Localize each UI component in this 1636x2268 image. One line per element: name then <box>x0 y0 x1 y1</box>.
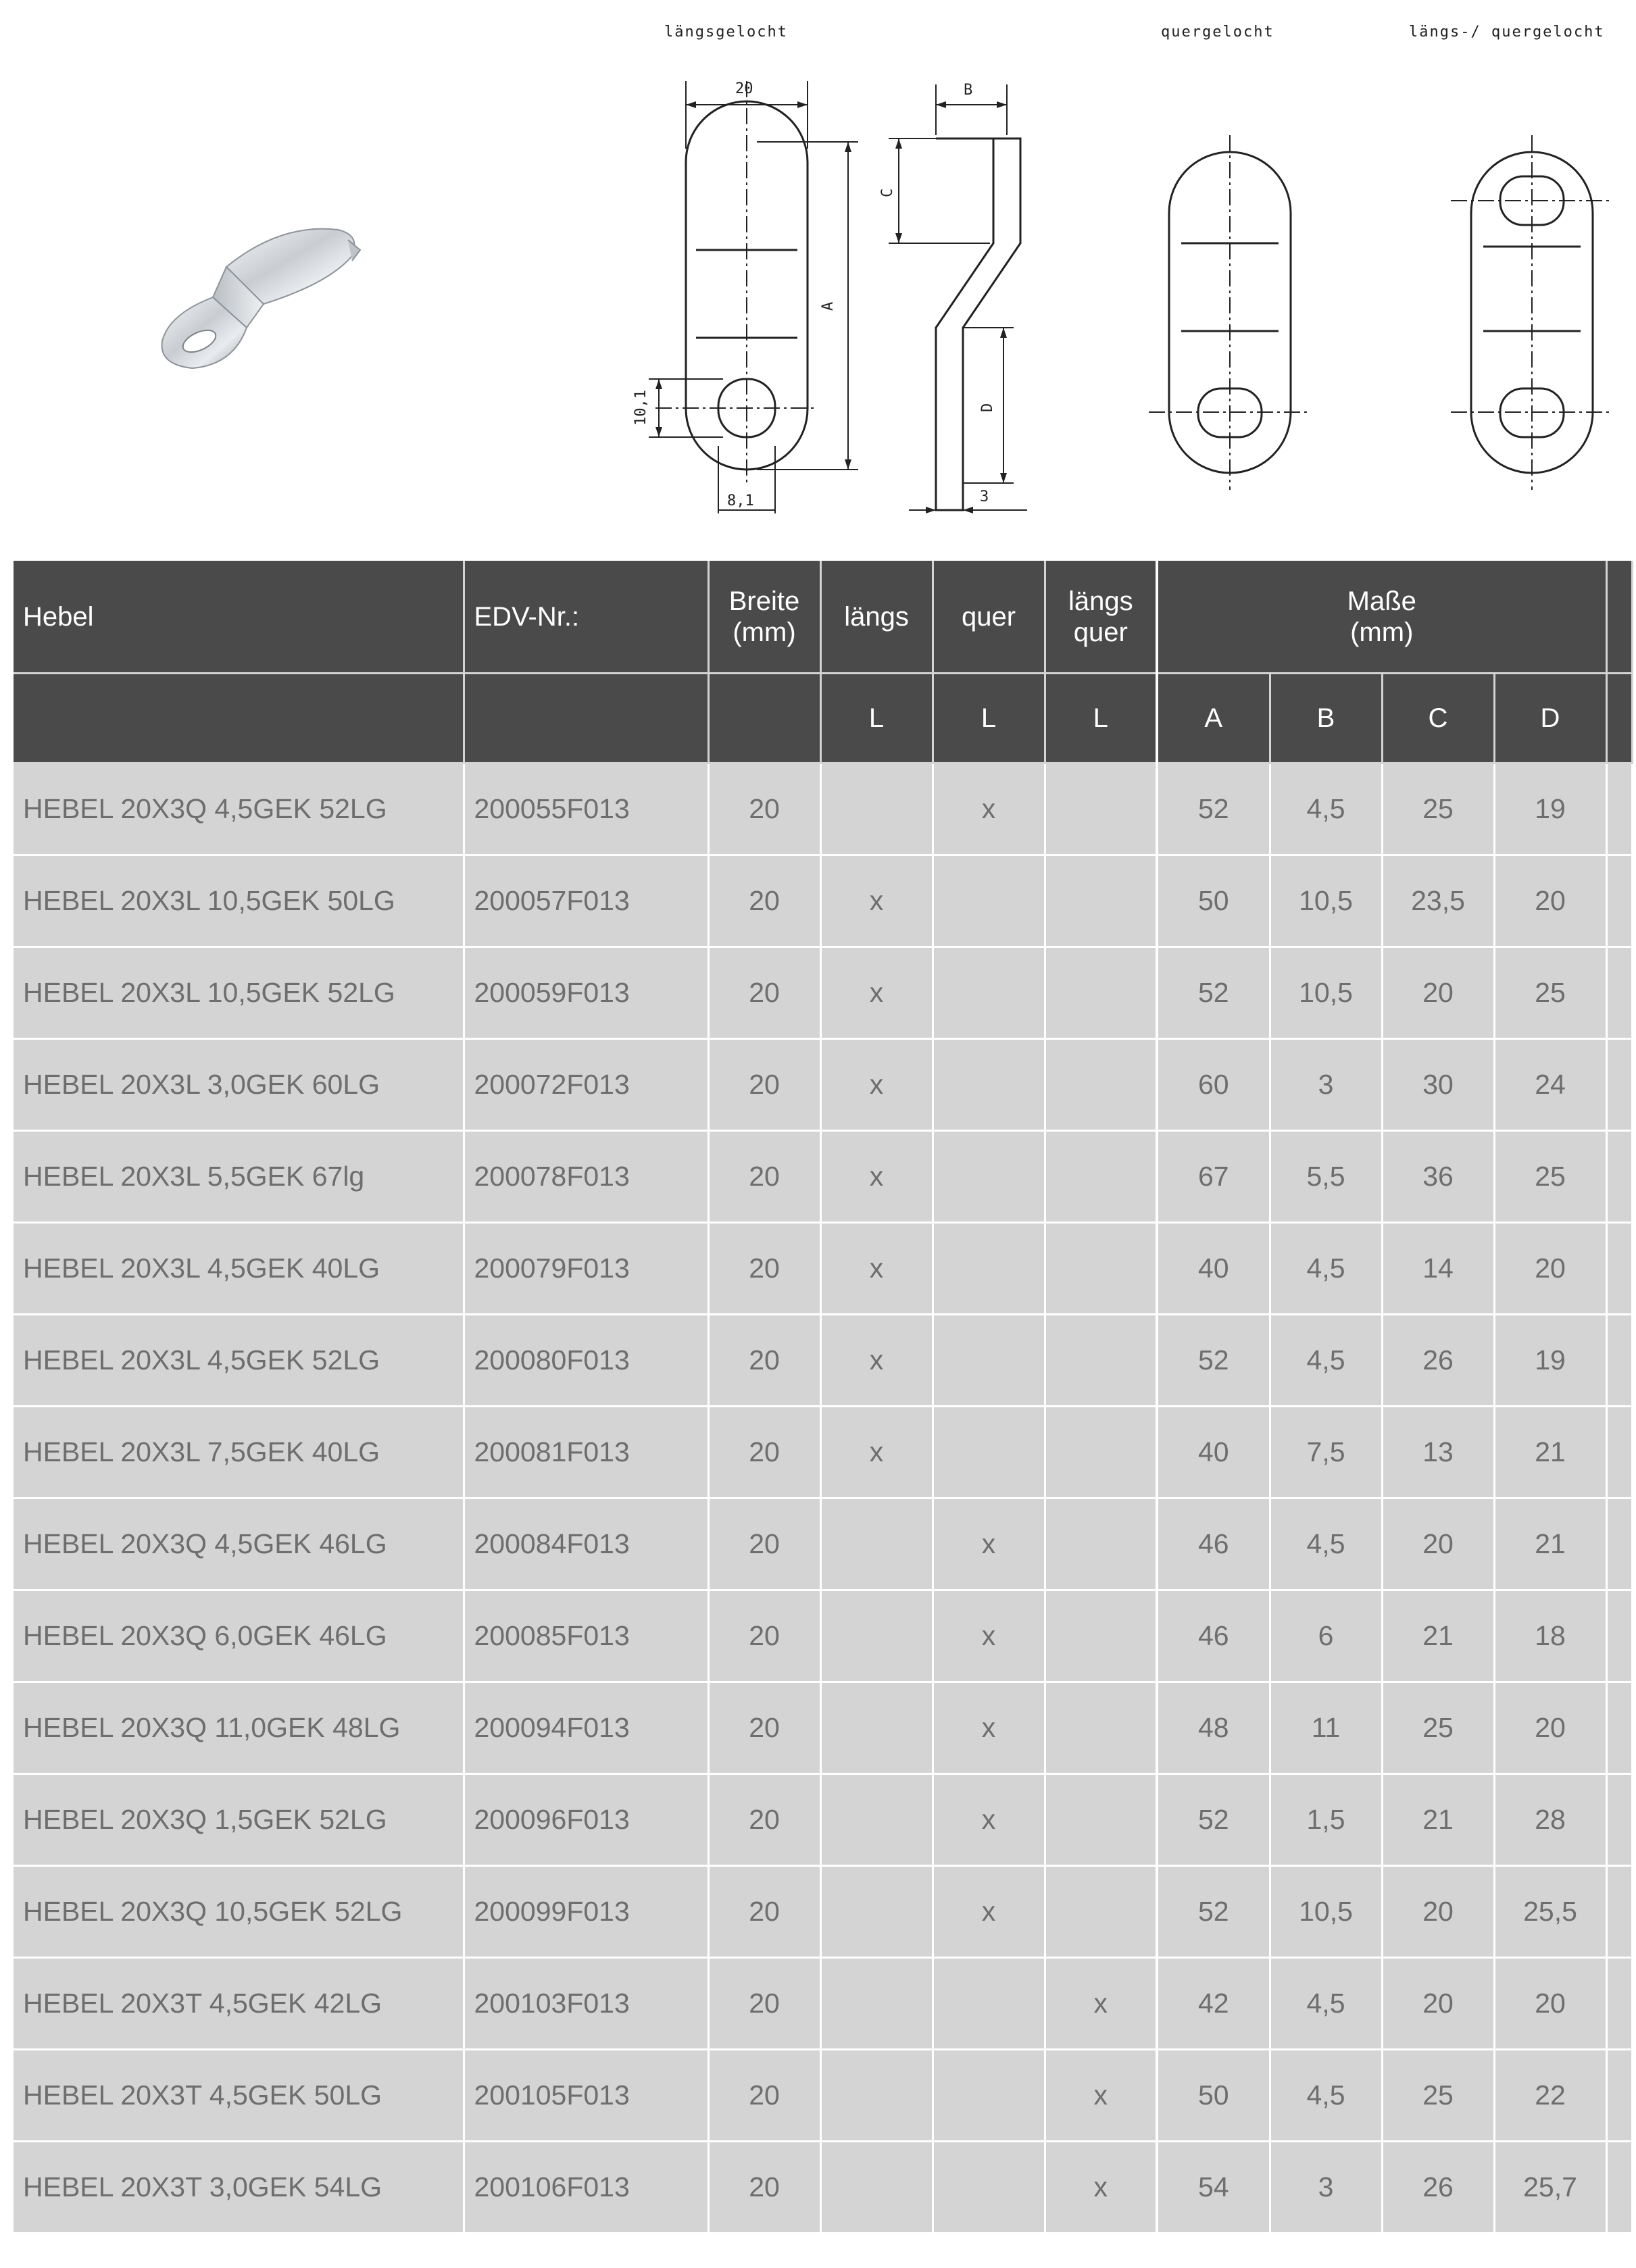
cell-edv-nr: 200055F013 <box>464 763 708 855</box>
cell-extra <box>1606 947 1632 1039</box>
cell-breite: 20 <box>708 1315 820 1407</box>
cell-breite: 20 <box>708 1407 820 1498</box>
col-header-laengs-quer <box>1045 561 1157 674</box>
cell-quer <box>933 1315 1045 1407</box>
cell-quer: x <box>933 1774 1045 1866</box>
cell-a: 46 <box>1157 1498 1270 1590</box>
table-row <box>14 855 1632 947</box>
cell-extra <box>1606 2050 1632 2142</box>
cell-d: 28 <box>1494 1774 1606 1866</box>
cell-edv-nr: 200099F013 <box>464 1866 708 1958</box>
cell-laengs-quer <box>1045 1131 1157 1223</box>
cell-c: 13 <box>1382 1407 1494 1498</box>
cell-a: 40 <box>1157 1407 1270 1498</box>
cell-c: 20 <box>1382 1498 1494 1590</box>
cell-quer <box>933 947 1045 1039</box>
dim-a-label: A <box>820 301 837 311</box>
cell-hebel: HEBEL 20X3Q 11,0GEK 48LG <box>14 1682 464 1774</box>
cell-laengs-quer <box>1045 1407 1157 1498</box>
table-row <box>14 947 1632 1039</box>
col-header-masse-line2: (mm) <box>1350 617 1414 647</box>
col-header-edv: EDV-Nr.: <box>464 561 708 674</box>
cell-breite: 20 <box>708 1866 820 1958</box>
cell-extra <box>1606 1315 1632 1407</box>
cell-edv-nr: 200081F013 <box>464 1407 708 1498</box>
table-row <box>14 1131 1632 1223</box>
cell-quer <box>933 1407 1045 1498</box>
col-header-breite-line1: Breite <box>728 586 800 616</box>
cell-b: 3 <box>1270 1039 1382 1131</box>
subheader-b: B <box>1270 674 1382 763</box>
cell-hebel: HEBEL 20X3L 3,0GEK 60LG <box>14 1039 464 1131</box>
cell-laengs-quer <box>1045 1498 1157 1590</box>
cell-laengs-quer <box>1045 1315 1157 1407</box>
subheader-c: C <box>1382 674 1494 763</box>
subheader-breite <box>708 674 820 763</box>
cell-breite: 20 <box>708 763 820 855</box>
product-header <box>0 0 1636 551</box>
table-header-row <box>14 561 1632 674</box>
subheader-quer: L <box>933 674 1045 763</box>
cell-breite: 20 <box>708 1774 820 1866</box>
cell-laengs-quer <box>1045 947 1157 1039</box>
cell-laengs-quer <box>1045 855 1157 947</box>
cell-hebel: HEBEL 20X3Q 4,5GEK 46LG <box>14 1498 464 1590</box>
cell-c: 25 <box>1382 1682 1494 1774</box>
cell-laengs <box>820 1498 933 1590</box>
cell-laengs <box>820 2142 933 2234</box>
cell-c: 20 <box>1382 1958 1494 2050</box>
subheader-edv <box>464 674 708 763</box>
cell-b: 4,5 <box>1270 763 1382 855</box>
table-row <box>14 1590 1632 1682</box>
subheader-hebel <box>14 674 464 763</box>
cell-c: 26 <box>1382 2142 1494 2234</box>
col-header-laengs-quer-line1: längs <box>1068 586 1133 616</box>
cell-laengs: x <box>820 1407 933 1498</box>
cell-quer <box>933 1958 1045 2050</box>
cell-d: 20 <box>1494 1682 1606 1774</box>
cell-quer <box>933 1223 1045 1315</box>
cell-d: 25,5 <box>1494 1866 1606 1958</box>
cell-hebel: HEBEL 20X3L 10,5GEK 52LG <box>14 947 464 1039</box>
cell-laengs <box>820 1590 933 1682</box>
col-header-extra <box>1606 561 1632 674</box>
cell-d: 20 <box>1494 1223 1606 1315</box>
cell-extra <box>1606 1590 1632 1682</box>
cell-laengs-quer: x <box>1045 2050 1157 2142</box>
cell-laengs <box>820 1866 933 1958</box>
cell-d: 24 <box>1494 1039 1606 1131</box>
cell-quer: x <box>933 1590 1045 1682</box>
cell-a: 52 <box>1157 947 1270 1039</box>
cell-edv-nr: 200057F013 <box>464 855 708 947</box>
cell-d: 21 <box>1494 1407 1606 1498</box>
cell-extra <box>1606 2142 1632 2234</box>
cell-a: 52 <box>1157 1315 1270 1407</box>
cell-a: 52 <box>1157 1774 1270 1866</box>
dim-hole-width-label: 8,1 <box>727 493 754 509</box>
cell-c: 25 <box>1382 2050 1494 2142</box>
table-row <box>14 1039 1632 1131</box>
dim-hole-height-label: 10,1 <box>633 390 649 426</box>
cell-laengs: x <box>820 855 933 947</box>
cell-d: 25,7 <box>1494 2142 1606 2234</box>
cell-b: 11 <box>1270 1682 1382 1774</box>
cell-extra <box>1606 1958 1632 2050</box>
cell-extra <box>1606 1131 1632 1223</box>
cell-hebel: HEBEL 20X3Q 4,5GEK 52LG <box>14 763 464 855</box>
cell-c: 21 <box>1382 1774 1494 1866</box>
cell-hebel: HEBEL 20X3Q 1,5GEK 52LG <box>14 1774 464 1866</box>
dim-c-label: C <box>879 188 896 197</box>
cell-laengs-quer <box>1045 1866 1157 1958</box>
cell-hebel: HEBEL 20X3L 4,5GEK 52LG <box>14 1315 464 1407</box>
cell-laengs <box>820 2050 933 2142</box>
cell-d: 25 <box>1494 1131 1606 1223</box>
col-header-hebel: Hebel <box>14 561 464 674</box>
cell-b: 7,5 <box>1270 1407 1382 1498</box>
cell-edv-nr: 200072F013 <box>464 1039 708 1131</box>
cell-extra <box>1606 1407 1632 1498</box>
cell-extra <box>1606 1039 1632 1131</box>
table-body <box>14 763 1632 2234</box>
table-row <box>14 1774 1632 1866</box>
cell-c: 23,5 <box>1382 855 1494 947</box>
cell-edv-nr: 200078F013 <box>464 1131 708 1223</box>
cell-quer <box>933 855 1045 947</box>
cell-hebel: HEBEL 20X3Q 10,5GEK 52LG <box>14 1866 464 1958</box>
cell-laengs-quer <box>1045 1590 1157 1682</box>
dim-d-label: D <box>979 403 996 412</box>
cell-breite: 20 <box>708 1682 820 1774</box>
dim-b-label: B <box>964 82 973 99</box>
cell-c: 20 <box>1382 947 1494 1039</box>
cell-quer <box>933 2142 1045 2234</box>
table-row <box>14 763 1632 855</box>
cell-a: 52 <box>1157 763 1270 855</box>
dim-width-label: 20 <box>735 80 753 97</box>
cell-laengs-quer: x <box>1045 2142 1157 2234</box>
cell-laengs: x <box>820 1131 933 1223</box>
cell-quer: x <box>933 1866 1045 1958</box>
cell-d: 18 <box>1494 1590 1606 1682</box>
cell-laengs-quer <box>1045 1223 1157 1315</box>
view-label-laengsgelocht: längsgelocht <box>664 24 788 41</box>
col-header-laengs: längs <box>820 561 933 674</box>
subheader-d: D <box>1494 674 1606 763</box>
cell-laengs-quer <box>1045 1774 1157 1866</box>
cell-breite: 20 <box>708 947 820 1039</box>
subheader-laengs-quer: L <box>1045 674 1157 763</box>
cell-quer: x <box>933 1682 1045 1774</box>
cell-b: 4,5 <box>1270 2050 1382 2142</box>
cell-hebel: HEBEL 20X3L 5,5GEK 67lg <box>14 1131 464 1223</box>
cell-quer <box>933 1039 1045 1131</box>
cell-a: 54 <box>1157 2142 1270 2234</box>
cell-breite: 20 <box>708 855 820 947</box>
cell-a: 60 <box>1157 1039 1270 1131</box>
cell-laengs-quer <box>1045 763 1157 855</box>
cell-extra <box>1606 1866 1632 1958</box>
cell-b: 10,5 <box>1270 947 1382 1039</box>
cell-a: 50 <box>1157 855 1270 947</box>
cell-laengs: x <box>820 1315 933 1407</box>
view-label-quergelocht: quergelocht <box>1161 24 1274 41</box>
cell-laengs-quer <box>1045 1682 1157 1774</box>
cell-edv-nr: 200079F013 <box>464 1223 708 1315</box>
cell-c: 20 <box>1382 1866 1494 1958</box>
cell-extra <box>1606 1774 1632 1866</box>
table-row <box>14 1407 1632 1498</box>
table-row <box>14 1315 1632 1407</box>
cell-a: 67 <box>1157 1131 1270 1223</box>
cell-breite: 20 <box>708 2142 820 2234</box>
cell-hebel: HEBEL 20X3L 7,5GEK 40LG <box>14 1407 464 1498</box>
cell-laengs <box>820 1682 933 1774</box>
cell-edv-nr: 200084F013 <box>464 1498 708 1590</box>
table-row <box>14 1682 1632 1774</box>
cell-edv-nr: 200085F013 <box>464 1590 708 1682</box>
cell-a: 50 <box>1157 2050 1270 2142</box>
cell-c: 25 <box>1382 763 1494 855</box>
cell-extra <box>1606 1223 1632 1315</box>
table-row <box>14 2142 1632 2234</box>
cell-quer: x <box>933 763 1045 855</box>
cell-b: 6 <box>1270 1590 1382 1682</box>
cell-quer <box>933 1131 1045 1223</box>
cell-extra <box>1606 855 1632 947</box>
cell-c: 26 <box>1382 1315 1494 1407</box>
cell-a: 40 <box>1157 1223 1270 1315</box>
cell-d: 21 <box>1494 1498 1606 1590</box>
cell-hebel: HEBEL 20X3T 3,0GEK 54LG <box>14 2142 464 2234</box>
cell-laengs <box>820 1774 933 1866</box>
cell-edv-nr: 200103F013 <box>464 1958 708 2050</box>
table-row <box>14 1866 1632 1958</box>
cell-d: 25 <box>1494 947 1606 1039</box>
lever-product-photo <box>145 203 368 392</box>
cell-edv-nr: 200080F013 <box>464 1315 708 1407</box>
cell-b: 10,5 <box>1270 855 1382 947</box>
cell-hebel: HEBEL 20X3L 4,5GEK 40LG <box>14 1223 464 1315</box>
cell-a: 52 <box>1157 1866 1270 1958</box>
cell-d: 20 <box>1494 1958 1606 2050</box>
cell-c: 14 <box>1382 1223 1494 1315</box>
cell-edv-nr: 200096F013 <box>464 1774 708 1866</box>
product-table <box>14 561 1633 2234</box>
cell-b: 5,5 <box>1270 1131 1382 1223</box>
cell-edv-nr: 200059F013 <box>464 947 708 1039</box>
col-header-breite <box>708 561 820 674</box>
cell-laengs: x <box>820 1223 933 1315</box>
cell-laengs-quer: x <box>1045 1958 1157 2050</box>
cell-breite: 20 <box>708 1498 820 1590</box>
table-row <box>14 2050 1632 2142</box>
cell-extra <box>1606 1498 1632 1590</box>
dim-thickness-label: 3 <box>980 488 989 505</box>
cell-b: 10,5 <box>1270 1866 1382 1958</box>
subheader-laengs: L <box>820 674 933 763</box>
cell-d: 19 <box>1494 763 1606 855</box>
cell-hebel: HEBEL 20X3T 4,5GEK 42LG <box>14 1958 464 2050</box>
cell-edv-nr: 200106F013 <box>464 2142 708 2234</box>
view-label-laengs-quergelocht: längs-/ quergelocht <box>1409 24 1605 41</box>
cell-b: 4,5 <box>1270 1315 1382 1407</box>
col-header-quer: quer <box>933 561 1045 674</box>
cell-breite: 20 <box>708 1590 820 1682</box>
cell-extra <box>1606 1682 1632 1774</box>
cell-laengs: x <box>820 1039 933 1131</box>
col-header-breite-line2: (mm) <box>733 617 796 647</box>
col-header-masse-line1: Maße <box>1347 586 1416 616</box>
table-subheader-row <box>14 674 1632 763</box>
cell-hebel: HEBEL 20X3Q 6,0GEK 46LG <box>14 1590 464 1682</box>
cell-b: 4,5 <box>1270 1223 1382 1315</box>
cell-laengs <box>820 1958 933 2050</box>
cell-breite: 20 <box>708 1223 820 1315</box>
subheader-extra <box>1606 674 1632 763</box>
cell-b: 1,5 <box>1270 1774 1382 1866</box>
cell-c: 36 <box>1382 1131 1494 1223</box>
cell-b: 4,5 <box>1270 1958 1382 2050</box>
cell-d: 20 <box>1494 855 1606 947</box>
cell-edv-nr: 200094F013 <box>464 1682 708 1774</box>
cell-laengs <box>820 763 933 855</box>
cell-hebel: HEBEL 20X3L 10,5GEK 50LG <box>14 855 464 947</box>
cell-b: 3 <box>1270 2142 1382 2234</box>
cell-quer <box>933 2050 1045 2142</box>
cell-a: 46 <box>1157 1590 1270 1682</box>
cell-breite: 20 <box>708 1039 820 1131</box>
cell-b: 4,5 <box>1270 1498 1382 1590</box>
cell-quer: x <box>933 1498 1045 1590</box>
col-header-laengs-quer-line2: quer <box>1073 617 1128 647</box>
subheader-a: A <box>1157 674 1270 763</box>
cell-c: 30 <box>1382 1039 1494 1131</box>
cell-edv-nr: 200105F013 <box>464 2050 708 2142</box>
cell-breite: 20 <box>708 1958 820 2050</box>
cell-a: 42 <box>1157 1958 1270 2050</box>
table-row <box>14 1958 1632 2050</box>
col-header-masse <box>1157 561 1606 674</box>
cell-d: 19 <box>1494 1315 1606 1407</box>
cell-laengs: x <box>820 947 933 1039</box>
cell-c: 21 <box>1382 1590 1494 1682</box>
cell-a: 48 <box>1157 1682 1270 1774</box>
cell-hebel: HEBEL 20X3T 4,5GEK 50LG <box>14 2050 464 2142</box>
cell-breite: 20 <box>708 2050 820 2142</box>
cell-extra <box>1606 763 1632 855</box>
technical-drawing <box>595 14 1636 540</box>
table-row <box>14 1498 1632 1590</box>
cell-laengs-quer <box>1045 1039 1157 1131</box>
cell-breite: 20 <box>708 1131 820 1223</box>
cell-d: 22 <box>1494 2050 1606 2142</box>
table-row <box>14 1223 1632 1315</box>
